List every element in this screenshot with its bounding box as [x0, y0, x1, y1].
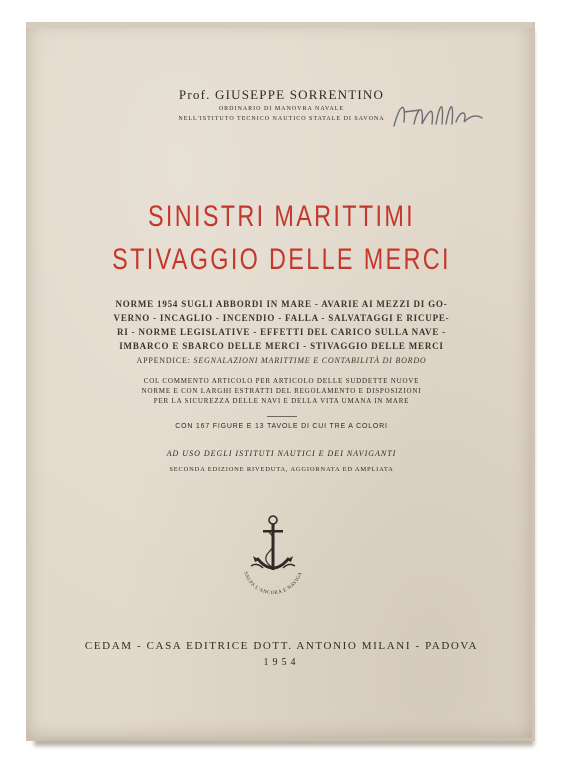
logo-motto: SALPA L'ANCORA E NAVIGA [242, 571, 304, 597]
commentary-line-1: COL COMMENTO ARTICOLO PER ARTICOLO DELLE SUDDETTE NUOVE [143, 377, 420, 385]
publisher: CEDAM - CASA EDITRICE DOTT. ANTONIO MILANI - PADOVA [84, 640, 479, 652]
divider-rule [267, 416, 297, 417]
edition-note: SECONDA EDIZIONE RIVEDUTA, AGGIORNATA ED AMPLIATA [169, 466, 394, 473]
commentary-line-3: PER LA SICUREZZA DELLE NAVI E DELLA VITA UMANA IN MARE [153, 397, 410, 405]
publication-year: 1954 [263, 657, 300, 668]
author-title: ORDINARIO DI MANOVRA NAVALE [218, 106, 345, 112]
cover-top-edge [26, 22, 532, 28]
author-institute: NELL'ISTITUTO TECNICO NAUTICO STATALE DI SAVONA [178, 116, 385, 122]
intended-use: AD USO DEGLI ISTITUTI NAUTICI E DEI NAVIGANTI [166, 449, 397, 458]
anchor-logo [233, 512, 313, 600]
description-line-3: RI - NORME LEGISLATIVE - EFFETTI DEL CARICO SULLA NAVE - [116, 327, 447, 337]
appendix-text: SEGNALAZIONI MARITTIME E CONTABILITÀ DI BORDO [193, 356, 427, 365]
anchor-icon [233, 512, 313, 600]
description-line-1: NORME 1954 SUGLI ABBORDI IN MARE - AVARIE AI MEZZI DI GO- [115, 299, 448, 309]
description-line-2: VERNO - INCAGLIO - INCENDIO - FALLA - SALVATAGGI E RICUPE- [113, 313, 450, 323]
description-line-4: IMBARCO E SBARCO DELLE MERCI - STIVAGGIO DELLE MERCI [119, 341, 444, 351]
handwritten-signature [390, 96, 490, 136]
figures-note: CON 167 FIGURE E 13 TAVOLE DI CUI TRE A COLORI [175, 423, 388, 430]
title-line-2: STIVAGGIO DELLE MERCI [112, 243, 451, 276]
appendix-label: APPENDICE: [136, 356, 191, 365]
commentary-line-2: NORME E CON LARGHI ESTRATTI DEL REGOLAMENTO E DISPOSIZIONI [141, 387, 422, 395]
signature-scribble [390, 96, 490, 136]
appendix-line [0, 356, 563, 365]
title-line-1: SINISTRI MARITTIMI [147, 200, 416, 233]
author-name: Prof. GIUSEPPE SORRENTINO [178, 87, 385, 102]
